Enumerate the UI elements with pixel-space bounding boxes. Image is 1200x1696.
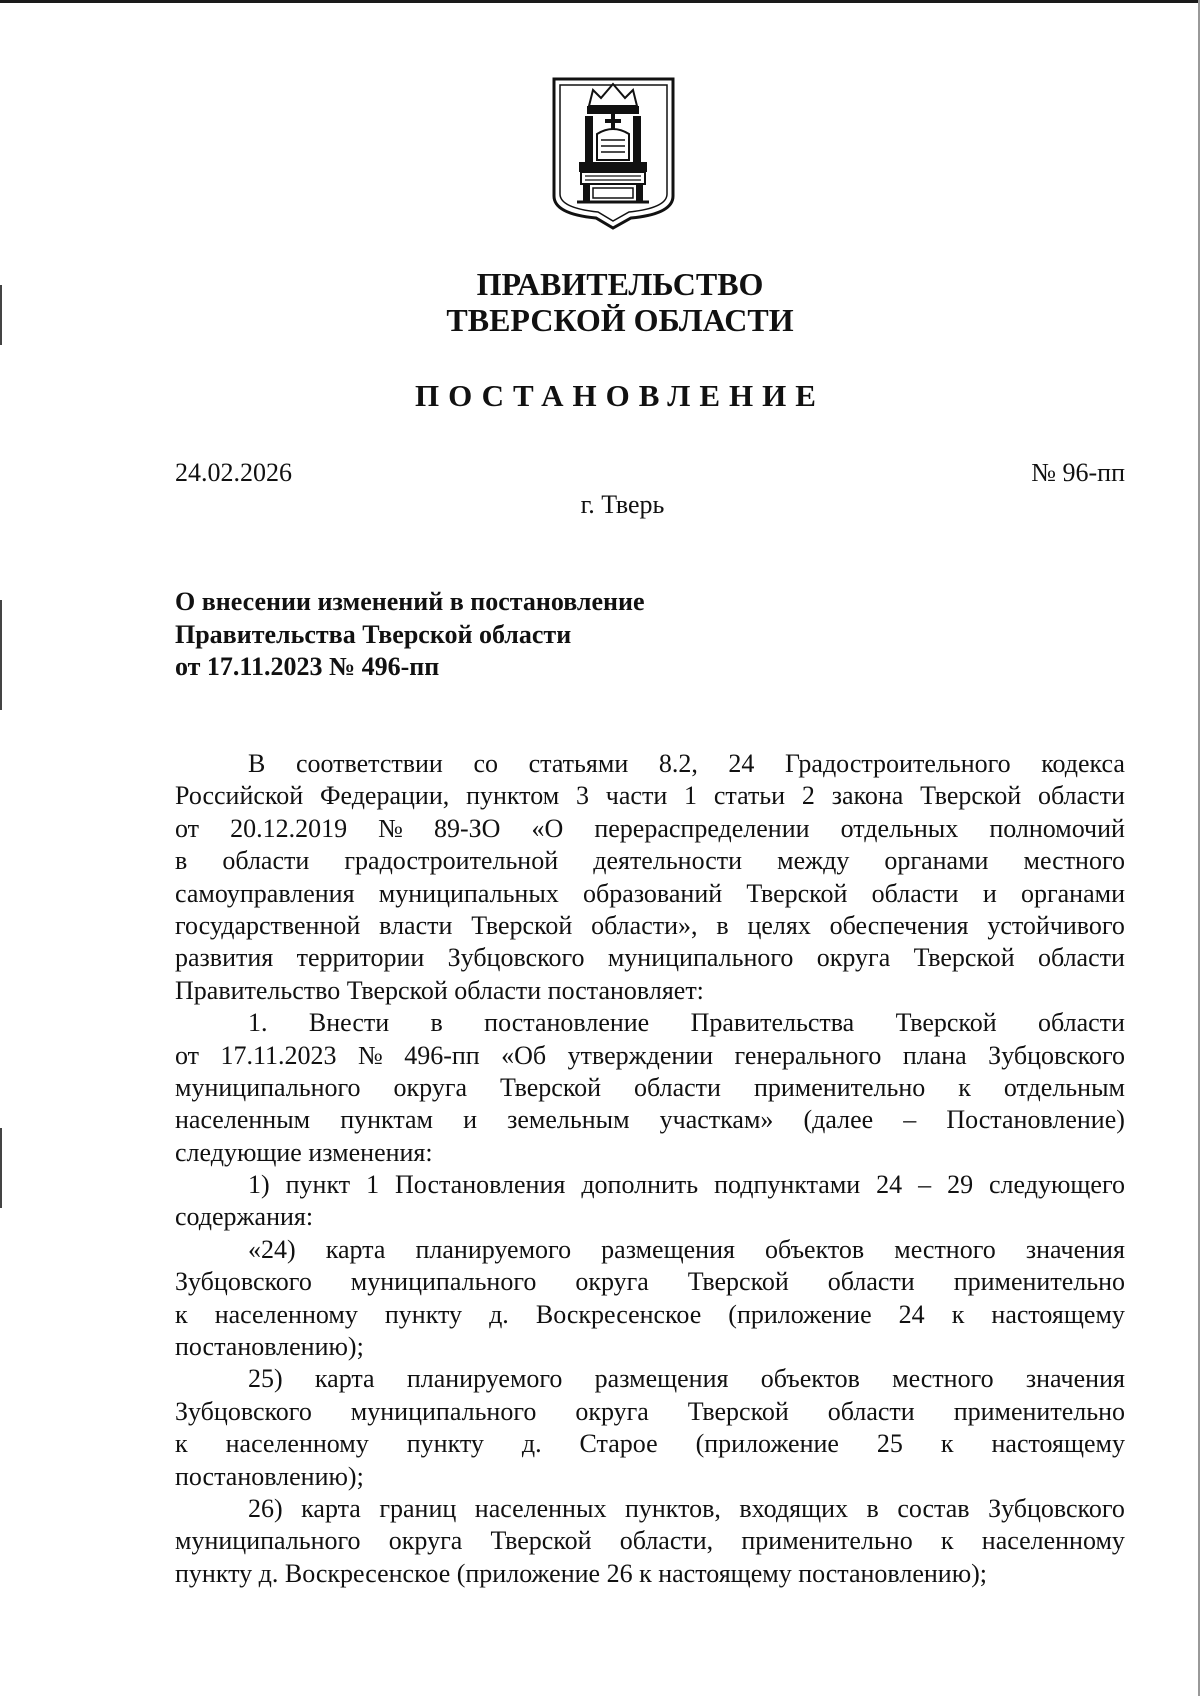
body-word: пунктов,	[624, 1493, 721, 1523]
body-word: в	[716, 910, 729, 940]
body-line	[175, 1007, 1125, 1039]
body-word: размещения	[601, 1234, 735, 1264]
body-word: –	[918, 1170, 932, 1200]
body-line-text: следующие изменения:	[175, 1137, 433, 1167]
scan-mark	[0, 1128, 2, 1208]
body-word: образований	[583, 878, 723, 908]
body-word: муниципального	[350, 1267, 537, 1297]
body-word: 89-ЗО	[433, 813, 501, 843]
body-word: местного	[1023, 846, 1125, 876]
body-line-text: постановлению);	[175, 1461, 364, 1491]
body-word: дополнить	[581, 1170, 699, 1200]
body-word: округа	[575, 1267, 649, 1297]
body-word: Тверской	[687, 1267, 789, 1297]
body-word: власти	[379, 910, 453, 940]
body-word: Российской	[175, 781, 304, 811]
body-word: 3	[575, 781, 589, 811]
body-word: 24	[728, 749, 755, 778]
body-word: 25)	[248, 1364, 283, 1394]
body-word: 25	[876, 1429, 903, 1459]
body-word: целях	[747, 910, 811, 940]
body-word: перераспределении	[594, 813, 810, 843]
body-word: применительно	[741, 1526, 913, 1556]
body-word: закона	[831, 781, 904, 811]
body-word: «Об	[501, 1040, 547, 1070]
body-word: к	[175, 1299, 188, 1329]
body-word: д.	[521, 1429, 542, 1459]
body-word: применительно	[953, 1396, 1125, 1426]
body-word: Федерации,	[319, 781, 450, 811]
body-word: отдельных	[840, 813, 959, 843]
body-word: области	[871, 878, 959, 908]
body-word: развития	[175, 943, 274, 973]
body-word: 24	[898, 1299, 925, 1329]
body-line	[175, 1299, 1125, 1331]
body-word: муниципального	[175, 1072, 361, 1102]
body-word: Тверской	[920, 781, 1022, 811]
body-line	[175, 780, 1125, 812]
body-word: Тверской	[490, 1526, 592, 1556]
body-word: 20.12.2019	[230, 813, 348, 843]
body-word: В	[248, 749, 266, 778]
document-body	[175, 748, 1125, 1590]
body-word: полномочий	[989, 813, 1125, 843]
body-word: территории	[296, 943, 425, 973]
body-word: населенному	[214, 1299, 358, 1329]
body-word: пункту	[406, 1429, 484, 1459]
body-word: в	[866, 1493, 879, 1523]
government-name-line-1: ПРАВИТЕЛЬСТВО	[476, 266, 764, 302]
body-word: Правительства	[690, 1008, 855, 1038]
body-word: настоящему	[991, 1429, 1125, 1459]
body-word: подпунктами	[714, 1170, 861, 1200]
body-line	[175, 1363, 1125, 1395]
body-word: состав	[897, 1493, 970, 1523]
body-word: части	[605, 781, 668, 811]
body-word: и	[463, 1105, 477, 1135]
body-word: Зубцовского	[175, 1396, 312, 1426]
body-word: населенному	[981, 1526, 1125, 1556]
body-word: входящих	[739, 1493, 849, 1523]
body-word: от	[175, 1040, 200, 1070]
body-word: муниципального	[607, 943, 794, 973]
body-word: области	[1038, 943, 1125, 973]
document-city: г. Тверь	[580, 490, 665, 519]
subject-line: О внесении изменений в постановление	[175, 587, 645, 616]
body-word: Зубцовского	[175, 1267, 312, 1297]
body-line	[175, 910, 1125, 942]
body-word: области	[1038, 1008, 1125, 1038]
body-word: округа	[575, 1396, 649, 1426]
body-word: к	[940, 1526, 954, 1556]
body-word: муниципального	[175, 1526, 361, 1556]
government-name-line-2: ТВЕРСКОЙ ОБЛАСТИ	[446, 302, 794, 338]
body-word: 1	[684, 781, 698, 811]
body-line	[175, 975, 1125, 1007]
body-word: самоуправления	[175, 878, 355, 908]
body-word: настоящему	[991, 1299, 1125, 1329]
body-line	[175, 1040, 1125, 1072]
body-word: пункту	[384, 1299, 463, 1329]
body-word: №	[378, 813, 403, 843]
body-word: «О	[531, 813, 564, 843]
body-word: следующего	[989, 1170, 1125, 1200]
body-word: Воскресенское	[535, 1299, 702, 1329]
body-word: «24)	[248, 1234, 296, 1264]
body-word: Тверской	[746, 878, 848, 908]
body-word: деятельности	[593, 846, 743, 876]
body-word: (далее	[803, 1105, 874, 1135]
body-word: статьи	[713, 781, 786, 811]
body-word: –	[903, 1105, 917, 1135]
body-word: устойчивого	[987, 910, 1125, 940]
body-word: пунктам	[340, 1105, 433, 1135]
body-word: 1	[366, 1170, 380, 1200]
body-word: области»,	[591, 910, 698, 940]
body-line	[175, 1331, 1125, 1363]
body-word: 26)	[248, 1493, 283, 1523]
body-word: постановление	[484, 1008, 650, 1038]
body-word: пунктом	[466, 781, 560, 811]
body-word: пункт	[285, 1170, 351, 1200]
body-word: д.	[489, 1299, 509, 1329]
body-line	[175, 1072, 1125, 1104]
body-word: соответствии	[295, 749, 443, 778]
body-word: области,	[619, 1526, 714, 1556]
body-word: местного	[894, 1234, 996, 1264]
body-word: участкам»	[659, 1105, 774, 1135]
body-line	[175, 1137, 1125, 1169]
body-word: населенному	[225, 1429, 369, 1459]
body-word: земельным	[507, 1105, 630, 1135]
body-word: границ	[379, 1493, 457, 1523]
body-word: органами	[1020, 878, 1125, 908]
body-word: 8.2,	[658, 749, 698, 778]
body-word: карта	[325, 1234, 386, 1264]
body-word: между	[777, 846, 850, 876]
body-word: в	[430, 1008, 443, 1038]
body-word: Постановление)	[946, 1105, 1125, 1135]
body-line-text: пункту д. Воскресенское (приложение 26 к настоящему постановлению);	[175, 1558, 988, 1588]
scan-border	[0, 0, 1200, 3]
body-word: области	[222, 846, 310, 876]
body-word: населенных	[474, 1493, 607, 1523]
body-word: планируемого	[406, 1364, 563, 1394]
body-line	[175, 942, 1125, 974]
body-word: плана	[902, 1040, 967, 1070]
body-word: градостроительной	[344, 846, 559, 876]
body-word: населенным	[175, 1105, 311, 1135]
body-line	[175, 878, 1125, 910]
body-word: карта	[301, 1493, 361, 1523]
body-word: Постановления	[395, 1170, 566, 1200]
body-word: (приложение	[695, 1429, 839, 1459]
body-word: применительно	[753, 1072, 926, 1102]
body-word: 1.	[248, 1008, 268, 1038]
body-word: отдельным	[1003, 1072, 1125, 1102]
body-word: области	[827, 1267, 915, 1297]
body-line	[175, 1461, 1125, 1493]
body-word: применительно	[953, 1267, 1125, 1297]
subject-line: от 17.11.2023 № 496-пп	[175, 652, 440, 681]
body-word: Зубцовского	[988, 1493, 1125, 1523]
body-word: округа	[388, 1526, 463, 1556]
body-line	[175, 1493, 1125, 1525]
body-word: Тверской	[500, 1072, 602, 1102]
body-word: Градостроительного	[785, 749, 1011, 778]
body-word: обеспечения	[829, 910, 969, 940]
body-line	[175, 1428, 1125, 1460]
body-word: к	[958, 1072, 971, 1102]
body-word: №	[357, 1040, 383, 1070]
body-word: кодекса	[1041, 749, 1125, 778]
body-line	[175, 1396, 1125, 1428]
body-line	[175, 1234, 1125, 1266]
body-word: Старое	[579, 1429, 658, 1459]
body-word: Тверской	[913, 943, 1015, 973]
body-line	[175, 748, 1125, 780]
body-word: к	[940, 1429, 954, 1459]
body-line	[175, 1266, 1125, 1298]
body-line	[175, 1169, 1125, 1201]
body-word: Зубцовского	[447, 943, 585, 973]
body-word: 17.11.2023	[220, 1040, 337, 1070]
body-line-text: постановлению);	[175, 1332, 364, 1362]
body-word: и	[982, 878, 997, 908]
body-word: объектов	[765, 1234, 865, 1264]
body-line-text: Правительство Тверской области постановляет:	[175, 975, 704, 1005]
body-word: муниципального	[350, 1396, 537, 1426]
body-line	[175, 1104, 1125, 1136]
body-word: Тверской	[471, 910, 573, 940]
body-word: со	[473, 749, 498, 778]
body-word: значения	[1025, 1234, 1125, 1264]
body-word: (приложение	[728, 1299, 872, 1329]
body-word: области	[634, 1072, 721, 1102]
body-word: карта	[314, 1364, 375, 1394]
body-word: планируемого	[415, 1234, 572, 1264]
body-word: округа	[393, 1072, 468, 1102]
body-line	[175, 1525, 1125, 1557]
body-word: Тверской	[687, 1396, 789, 1426]
body-line	[175, 845, 1125, 877]
body-word: значения	[1025, 1364, 1125, 1394]
document-type: ПОСТАНОВЛЕНИЕ	[415, 378, 825, 413]
body-word: в	[175, 846, 188, 876]
body-word: государственной	[175, 910, 361, 940]
document-date: 24.02.2026	[175, 458, 292, 487]
body-word: Тверской	[895, 1008, 997, 1038]
body-word: области	[1037, 781, 1125, 811]
body-word: 29	[947, 1170, 974, 1200]
body-line	[175, 1201, 1125, 1233]
body-word: Внести	[308, 1008, 390, 1038]
body-word: 496-пп	[404, 1040, 480, 1070]
body-word: размещения	[594, 1364, 729, 1394]
body-word: объектов	[760, 1364, 860, 1394]
body-line	[175, 813, 1125, 845]
body-word: местного	[892, 1364, 994, 1394]
body-word: от	[175, 813, 200, 843]
body-line-text: содержания:	[175, 1202, 314, 1232]
body-line	[175, 1558, 1125, 1590]
body-word: 24	[876, 1170, 903, 1200]
body-word: 1)	[248, 1170, 270, 1200]
body-word: к	[951, 1299, 965, 1329]
body-word: области	[827, 1396, 915, 1426]
scan-mark	[0, 600, 2, 710]
body-word: генерального	[734, 1040, 882, 1070]
body-word: муниципальных	[378, 878, 559, 908]
document-number: № 96-пп	[1031, 458, 1125, 487]
document-subject	[175, 586, 645, 684]
body-word: статьями	[528, 749, 629, 778]
coat-of-arms-icon	[551, 76, 676, 231]
subject-line: Правительства Тверской области	[175, 619, 572, 649]
body-word: органами	[884, 846, 989, 876]
body-word: 2	[801, 781, 815, 811]
body-word: к	[175, 1429, 188, 1459]
body-word: округа	[816, 943, 891, 973]
body-word: утверждении	[567, 1040, 714, 1070]
body-word: Зубцовского	[988, 1040, 1125, 1070]
